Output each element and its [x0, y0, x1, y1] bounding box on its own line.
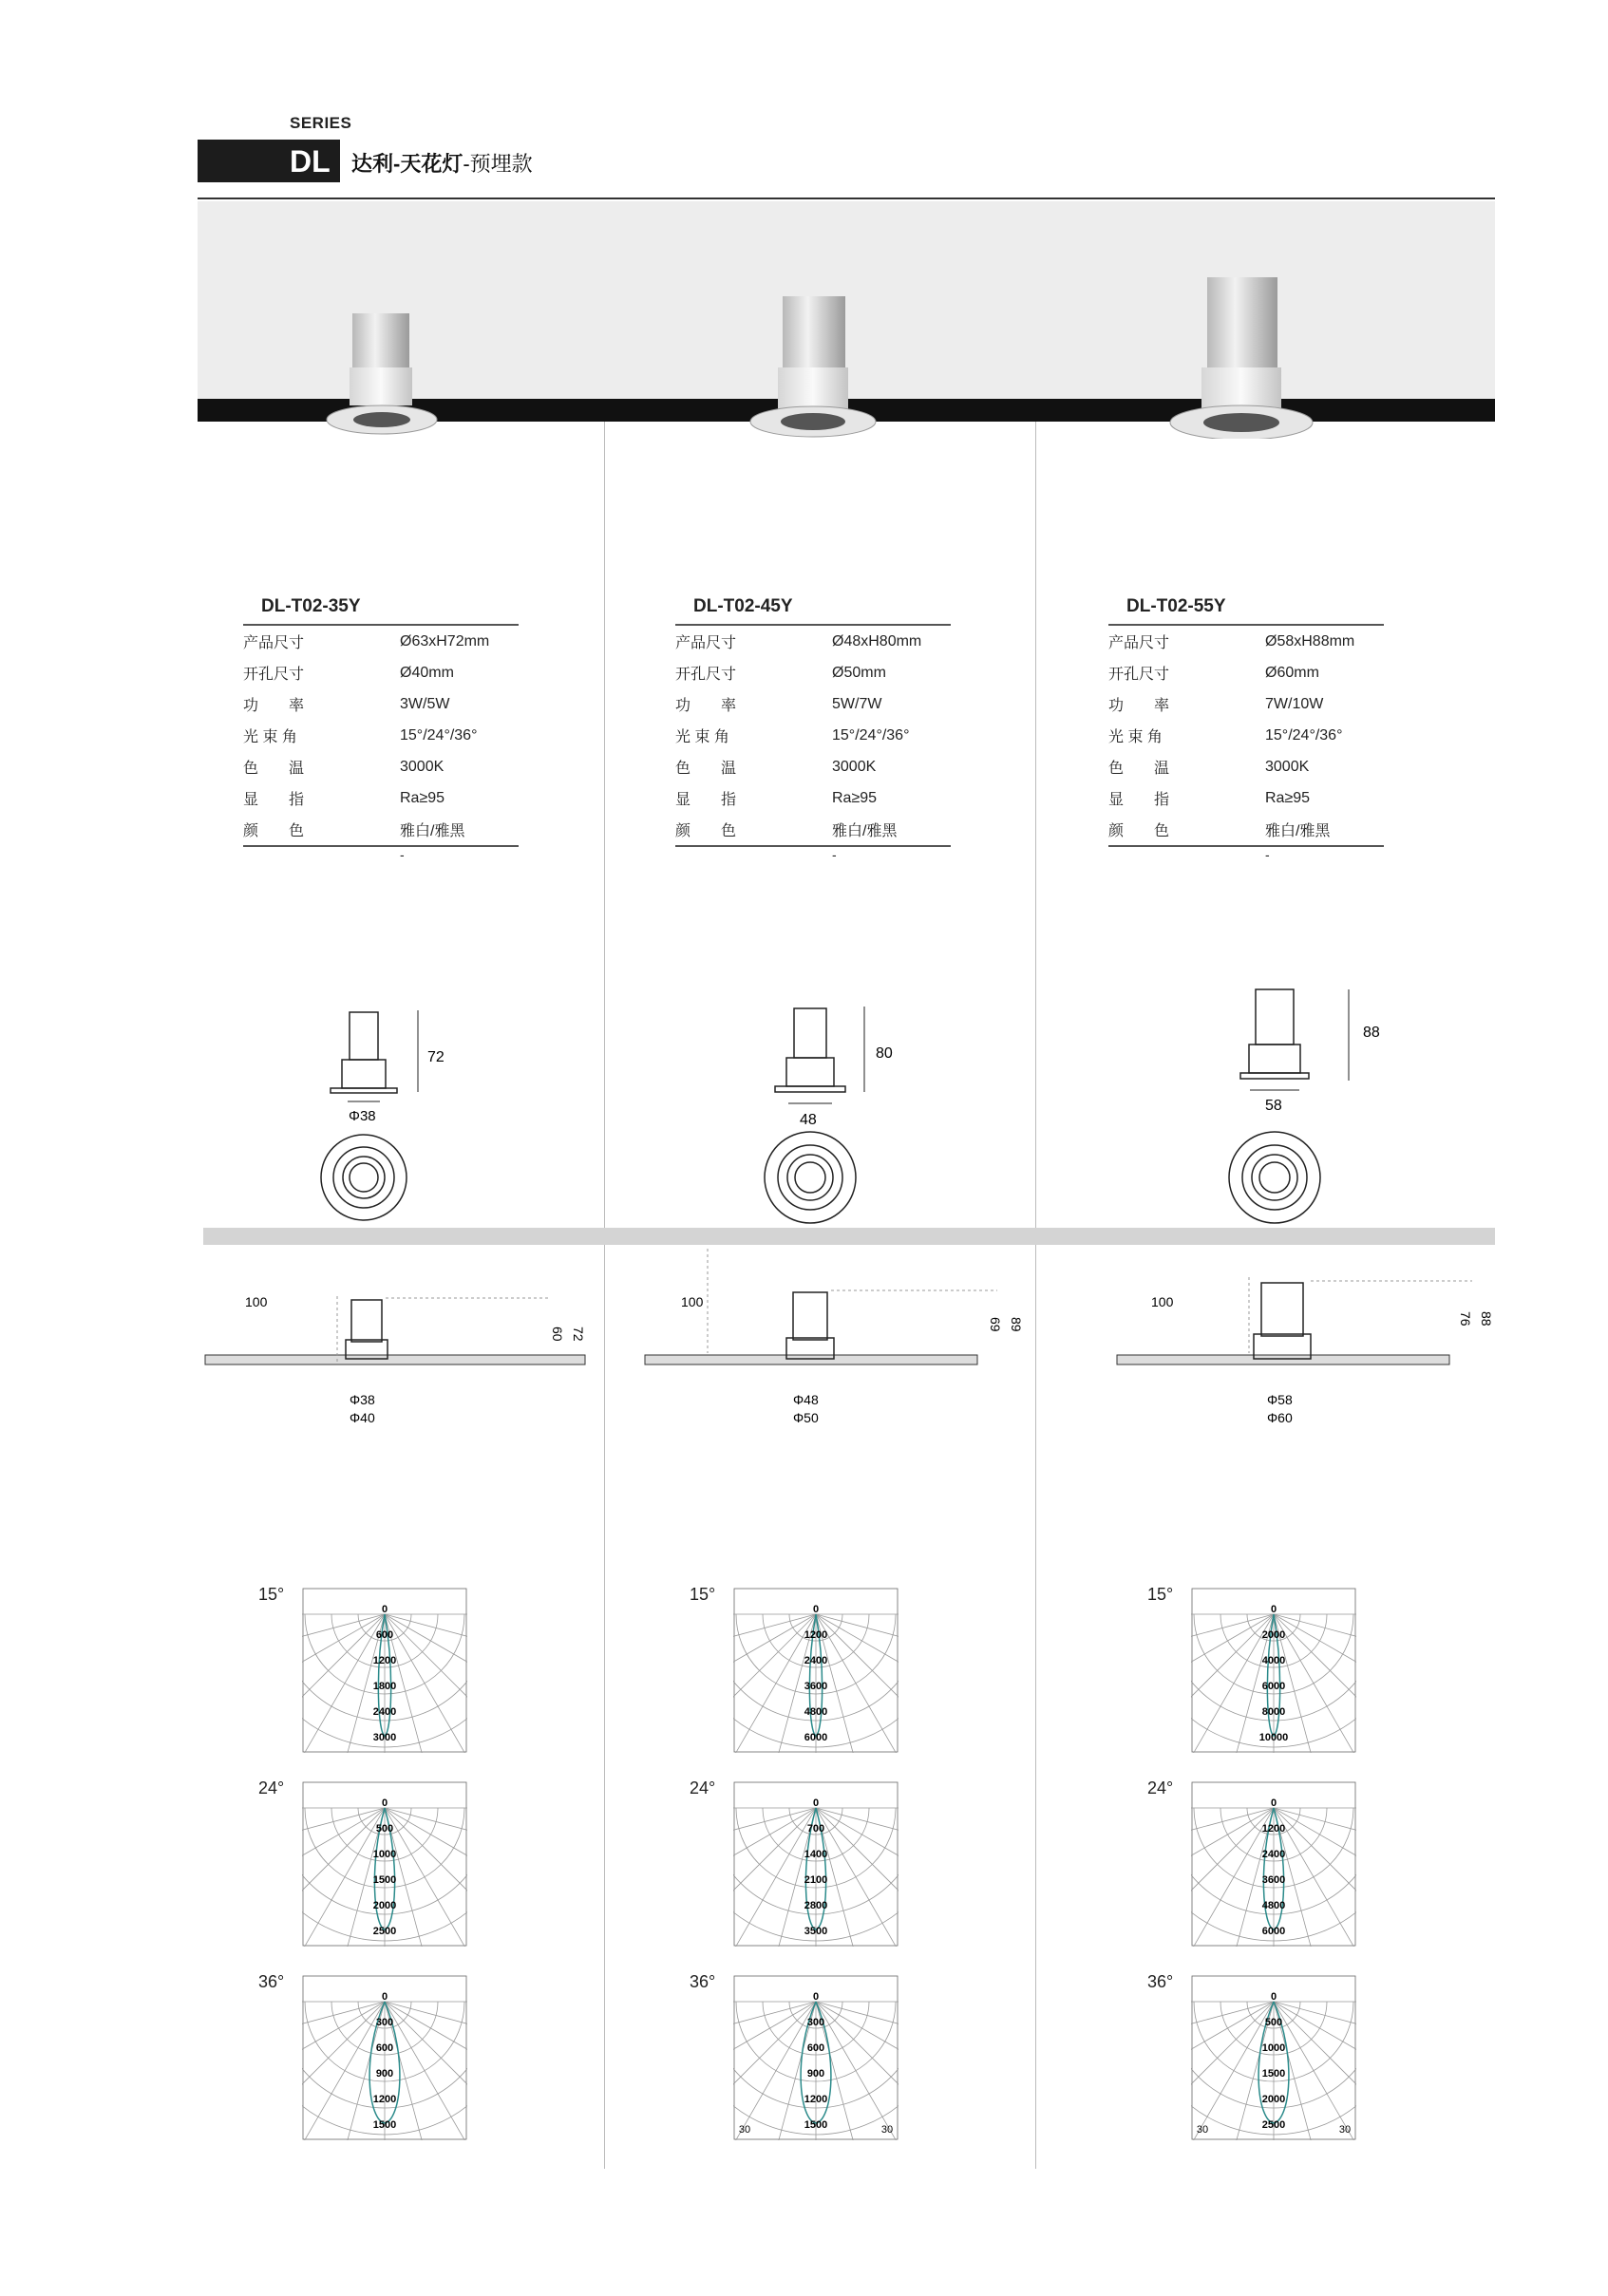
spec-key: 色 温: [1108, 761, 1170, 777]
polar-scale-label: 2500: [1261, 2119, 1286, 2131]
dim-width: 48: [800, 1112, 817, 1128]
polar-angle-label: 15°: [690, 1585, 716, 1604]
polar-side-label: 30: [1338, 2124, 1352, 2136]
spec-value: Ra≥95: [1265, 789, 1311, 806]
spec-value: Ø58xH88mm: [1265, 632, 1355, 649]
spec-value: 雅白/雅黑: [400, 823, 465, 839]
install-d2: Φ40: [350, 1410, 375, 1425]
polar-chart: [302, 1781, 467, 1947]
polar-scale-label: 0: [812, 1991, 820, 2003]
product-render-1: [327, 313, 437, 434]
spec-value: Ø60mm: [1265, 664, 1319, 681]
title-sub: -预埋款: [463, 152, 533, 176]
spec-row: [1108, 751, 1384, 782]
polar-scale-label: 0: [381, 1991, 388, 2003]
polar-chart: [1191, 1781, 1356, 1947]
series-code: DL: [290, 144, 331, 179]
spec-row: [1108, 626, 1384, 657]
polar-scale-label: 6000: [1261, 1681, 1286, 1692]
dim-height: 80: [876, 1045, 893, 1062]
polar-scale-label: 0: [381, 1604, 388, 1615]
install-h2: 72: [571, 1327, 586, 1342]
polar-scale-label: 3500: [804, 1926, 828, 1937]
model-name: DL-T02-55Y: [1126, 596, 1226, 616]
spec-row: [675, 720, 951, 751]
polar-scale-label: 1500: [1261, 2068, 1286, 2080]
polar-scale-label: 10000: [1258, 1732, 1289, 1743]
spec-value: Ra≥95: [832, 789, 878, 806]
polar-scale-label: 1800: [372, 1681, 397, 1692]
spec-value: 7W/10W: [1265, 695, 1324, 712]
spec-value: Ra≥95: [400, 789, 445, 806]
spec-row: [243, 814, 519, 845]
spec-key: 光 束 角: [1108, 729, 1163, 745]
polar-angle-label: 15°: [258, 1585, 285, 1604]
dimension-drawing-1: [313, 997, 465, 1225]
polar-scale-label: 900: [806, 2068, 825, 2080]
install-h1: 69: [988, 1317, 1003, 1332]
dim-width: Φ38: [349, 1108, 376, 1124]
install-diagram-2: [641, 1249, 1040, 1429]
polar-scale-label: 0: [812, 1797, 820, 1809]
polar-scale-label: 6000: [804, 1732, 828, 1743]
spec-value: 15°/24°/36°: [832, 726, 910, 743]
model-name: DL-T02-45Y: [693, 596, 793, 616]
polar-scale-label: 0: [1270, 1797, 1277, 1809]
polar-scale-label: 1500: [804, 2119, 828, 2131]
polar-scale-label: 600: [375, 2042, 394, 2054]
series-label: SERIES: [290, 114, 352, 132]
polar-side-label: 30: [738, 2124, 751, 2136]
spec-key: 功 率: [243, 698, 305, 714]
header-rule: [198, 198, 1495, 199]
polar-scale-label: 1000: [1261, 2042, 1286, 2054]
install-h1: 60: [550, 1327, 565, 1342]
polar-scale-label: 4800: [804, 1706, 828, 1718]
spec-key: 显 指: [675, 792, 737, 808]
spec-row: [243, 626, 519, 657]
spec-row: [1108, 782, 1384, 814]
spec-key: 显 指: [243, 792, 305, 808]
polar-chart: [302, 1975, 467, 2140]
spec-key: 色 温: [675, 761, 737, 777]
polar-scale-label: 1000: [372, 1849, 397, 1860]
spec-value: Ø50mm: [832, 664, 886, 681]
polar-angle-label: 24°: [258, 1778, 285, 1797]
spec-value: 3W/5W: [400, 695, 450, 712]
install-h2: 88: [1479, 1311, 1494, 1327]
spec-table: [243, 624, 519, 862]
polar-angle-label: 15°: [1147, 1585, 1174, 1604]
polar-scale-label: 700: [806, 1823, 825, 1835]
spec-value: 15°/24°/36°: [1265, 726, 1343, 743]
polar-angle-label: 36°: [690, 1972, 716, 1991]
product-renders: [198, 201, 1495, 439]
install-depth: 100: [245, 1294, 268, 1309]
product-render-2: [750, 296, 876, 437]
spec-value: 5W/7W: [832, 695, 882, 712]
spec-value: Ø63xH72mm: [400, 632, 490, 649]
polar-scale-label: 500: [375, 1823, 394, 1835]
spec-key: 产品尺寸: [1108, 635, 1170, 651]
spec-key: 颜 色: [243, 823, 305, 839]
polar-scale-label: 600: [375, 1629, 394, 1641]
spec-key: 功 率: [675, 698, 737, 714]
polar-scale-label: 4000: [1261, 1655, 1286, 1666]
polar-chart: [733, 1975, 899, 2140]
dimension-drawing-2: [750, 997, 912, 1225]
spec-row: [1108, 688, 1384, 720]
spec-row: [675, 626, 951, 657]
dimension-drawing-3: [1216, 978, 1387, 1225]
spec-row: [1108, 814, 1384, 845]
spec-key: 光 束 角: [675, 729, 729, 745]
polar-scale-label: 8000: [1261, 1706, 1286, 1718]
install-depth: 100: [681, 1294, 704, 1309]
model-name: DL-T02-35Y: [261, 596, 361, 616]
polar-chart: [1191, 1975, 1356, 2140]
spec-key: 产品尺寸: [675, 635, 737, 651]
spec-key: 开孔尺寸: [1108, 667, 1170, 683]
polar-side-label: 30: [1196, 2124, 1209, 2136]
install-d1: Φ58: [1267, 1392, 1293, 1407]
install-depth: 100: [1151, 1294, 1174, 1309]
spec-row: [243, 782, 519, 814]
spec-value: 3000K: [1265, 758, 1310, 775]
polar-scale-label: 300: [375, 2017, 394, 2028]
install-d1: Φ38: [350, 1392, 375, 1407]
spec-row: [675, 751, 951, 782]
polar-scale-label: 2500: [372, 1926, 397, 1937]
polar-scale-label: 2000: [1261, 1629, 1286, 1641]
spec-key: 开孔尺寸: [243, 667, 305, 683]
spec-row: [243, 688, 519, 720]
spec-value: 雅白/雅黑: [1265, 823, 1331, 839]
polar-scale-label: 2400: [372, 1706, 397, 1718]
polar-scale-label: 2000: [372, 1900, 397, 1911]
polar-scale-label: 1500: [372, 2119, 397, 2131]
polar-scale-label: 2400: [1261, 1849, 1286, 1860]
spec-row: [675, 688, 951, 720]
polar-scale-label: 900: [375, 2068, 394, 2080]
dim-width: 58: [1265, 1098, 1282, 1114]
polar-scale-label: 3600: [804, 1681, 828, 1692]
spec-value: Ø48xH80mm: [832, 632, 922, 649]
polar-scale-label: 2100: [804, 1874, 828, 1886]
polar-side-label: 30: [880, 2124, 894, 2136]
polar-scale-label: 0: [1270, 1991, 1277, 2003]
column-divider: [604, 422, 605, 2169]
spec-value: 3000K: [832, 758, 877, 775]
spec-table: [1108, 624, 1384, 862]
polar-chart: [733, 1781, 899, 1947]
polar-angle-label: 36°: [258, 1972, 285, 1991]
spec-key: 色 温: [243, 761, 305, 777]
polar-scale-label: 1400: [804, 1849, 828, 1860]
polar-scale-label: 300: [806, 2017, 825, 2028]
spec-row: [1108, 720, 1384, 751]
polar-scale-label: 3600: [1261, 1874, 1286, 1886]
install-d1: Φ48: [793, 1392, 819, 1407]
spec-key: 颜 色: [1108, 823, 1170, 839]
polar-angle-label: 36°: [1147, 1972, 1174, 1991]
polar-chart: [733, 1588, 899, 1753]
spec-row: [243, 720, 519, 751]
spec-key: 颜 色: [675, 823, 737, 839]
page-title: [351, 148, 533, 178]
polar-scale-label: 0: [381, 1797, 388, 1809]
polar-scale-label: 1200: [1261, 1823, 1286, 1835]
spec-value: 3000K: [400, 758, 445, 775]
polar-scale-label: 0: [1270, 1604, 1277, 1615]
spec-key: 显 指: [1108, 792, 1170, 808]
polar-scale-label: 2400: [804, 1655, 828, 1666]
spec-row: [243, 751, 519, 782]
spec-table: [675, 624, 951, 862]
spec-row: [675, 782, 951, 814]
polar-angle-label: 24°: [1147, 1778, 1174, 1797]
dim-height: 88: [1363, 1025, 1380, 1041]
install-h1: 76: [1458, 1311, 1473, 1327]
spec-key: 产品尺寸: [243, 635, 305, 651]
polar-scale-label: 2000: [1261, 2094, 1286, 2105]
polar-scale-label: 0: [812, 1604, 820, 1615]
spec-row: [243, 657, 519, 688]
polar-scale-label: 6000: [1261, 1926, 1286, 1937]
polar-scale-label: 500: [1264, 2017, 1283, 2028]
spec-value: 雅白/雅黑: [832, 823, 898, 839]
spec-dash: -: [400, 847, 405, 862]
spec-row: [1108, 657, 1384, 688]
spec-dash: -: [832, 847, 837, 862]
spec-row: [675, 814, 951, 845]
polar-chart: [302, 1588, 467, 1753]
install-d2: Φ50: [793, 1410, 819, 1425]
install-d2: Φ60: [1267, 1410, 1293, 1425]
polar-angle-label: 24°: [690, 1778, 716, 1797]
spec-dash: -: [1265, 847, 1270, 862]
install-h2: 89: [1009, 1317, 1024, 1332]
polar-scale-label: 1200: [372, 1655, 397, 1666]
spec-value: Ø40mm: [400, 664, 454, 681]
spec-value: 15°/24°/36°: [400, 726, 478, 743]
polar-scale-label: 1200: [372, 2094, 397, 2105]
install-diagram-3: [1111, 1249, 1510, 1429]
spec-key: 光 束 角: [243, 729, 297, 745]
polar-scale-label: 2800: [804, 1900, 828, 1911]
polar-scale-label: 1500: [372, 1874, 397, 1886]
spec-key: 开孔尺寸: [675, 667, 737, 683]
spec-row: [675, 657, 951, 688]
polar-chart: [1191, 1588, 1356, 1753]
polar-scale-label: 600: [806, 2042, 825, 2054]
spec-key: 功 率: [1108, 698, 1170, 714]
polar-scale-label: 3000: [372, 1732, 397, 1743]
polar-scale-label: 1200: [804, 2094, 828, 2105]
title-main: 达利-天花灯: [351, 152, 463, 176]
polar-scale-label: 1200: [804, 1629, 828, 1641]
install-diagram-1: [199, 1249, 598, 1429]
dim-height: 72: [427, 1049, 445, 1065]
section-divider-bar: [203, 1228, 1495, 1245]
polar-scale-label: 4800: [1261, 1900, 1286, 1911]
product-render-3: [1170, 277, 1313, 439]
